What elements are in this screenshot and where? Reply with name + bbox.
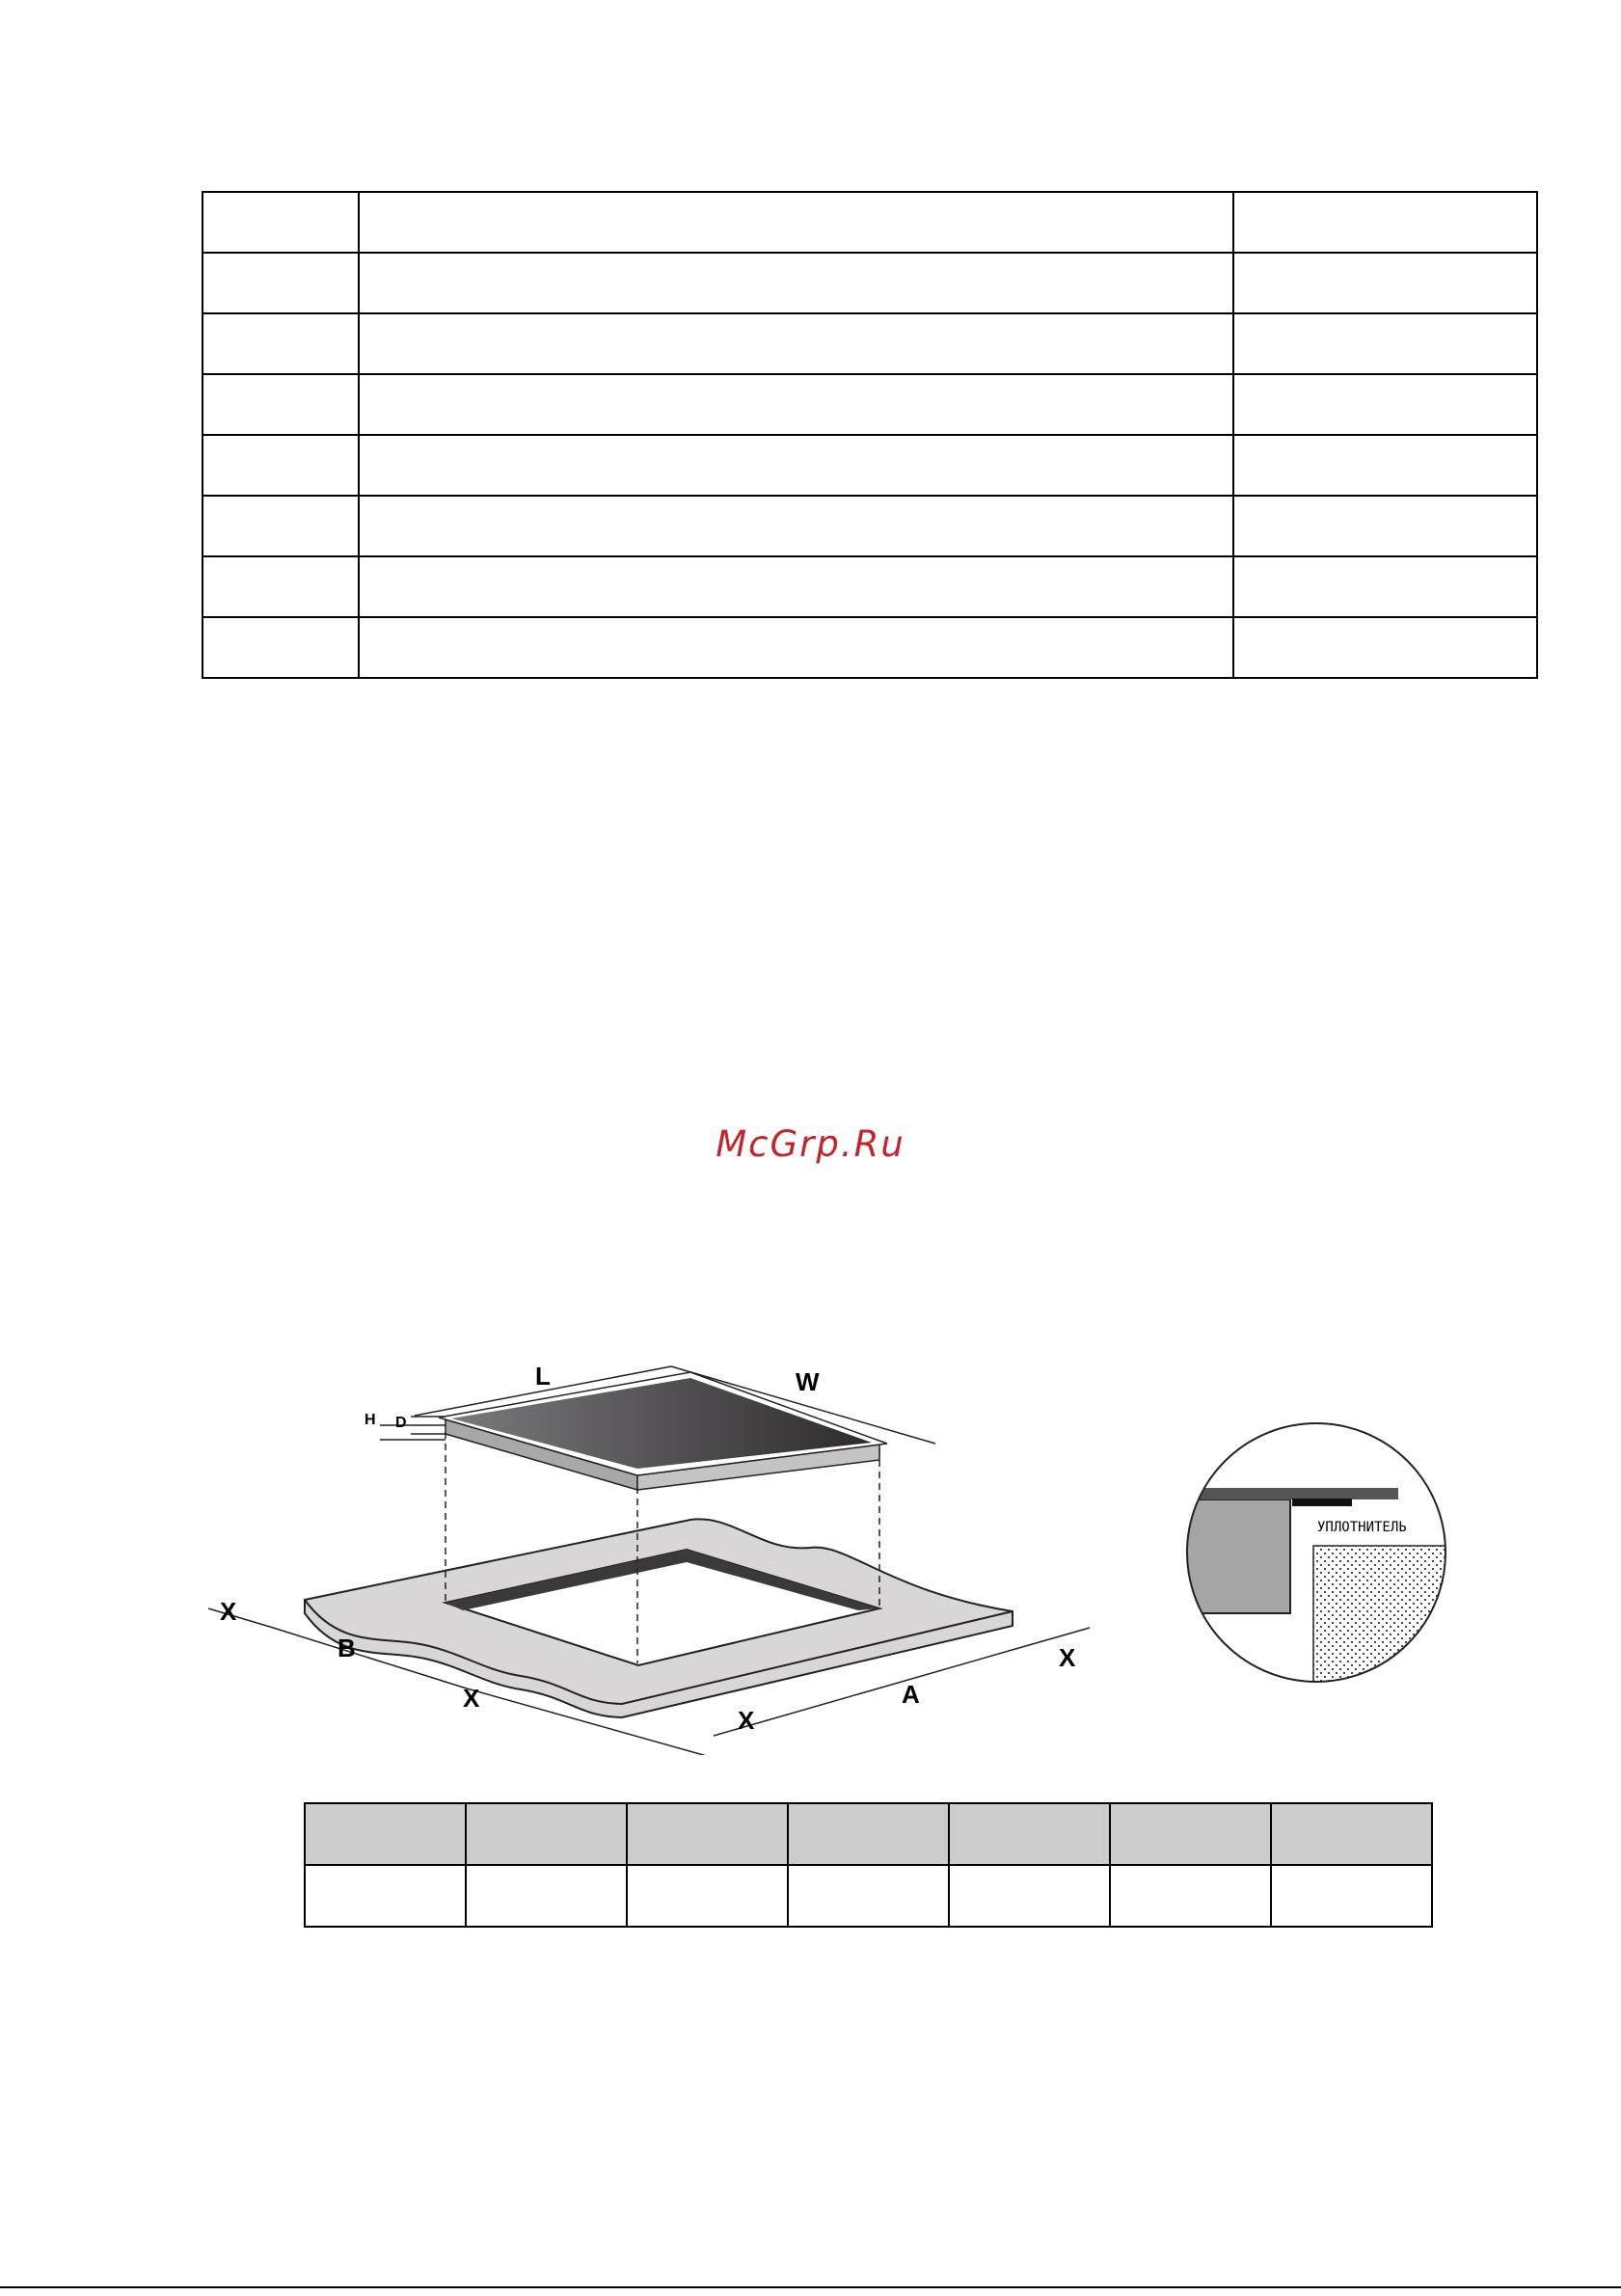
- seal-label: УПЛОТНИТЕЛЬ: [1317, 1520, 1407, 1535]
- table-row: [203, 374, 1537, 435]
- table-row: [203, 192, 1537, 253]
- table-row: [203, 253, 1537, 313]
- label-margin: X: [1059, 1643, 1076, 1672]
- footer-rule: [0, 2286, 1621, 2288]
- label-length: L: [535, 1362, 551, 1391]
- seal-detail: [1176, 1413, 1456, 1692]
- table-row: [203, 617, 1537, 678]
- label-cutout-width: B: [338, 1634, 356, 1662]
- specification-table: [202, 191, 1538, 679]
- label-height: H: [365, 1412, 376, 1428]
- label-margin: X: [220, 1597, 237, 1626]
- label-width: W: [796, 1367, 820, 1396]
- table-header-row: [305, 1803, 1432, 1865]
- installation-diagram: [193, 1331, 1119, 1755]
- label-margin: X: [463, 1684, 480, 1713]
- dimension-table: [304, 1802, 1433, 1928]
- watermark-text: McGrp.Ru: [716, 1123, 905, 1165]
- table-row: [305, 1865, 1432, 1927]
- table-row: [203, 556, 1537, 617]
- table-row: [203, 313, 1537, 374]
- table-row: [203, 435, 1537, 496]
- table-row: [203, 496, 1537, 556]
- label-margin: X: [738, 1706, 755, 1735]
- hob: [439, 1372, 887, 1490]
- label-cutout-length: A: [902, 1680, 920, 1709]
- label-depth: D: [395, 1415, 407, 1431]
